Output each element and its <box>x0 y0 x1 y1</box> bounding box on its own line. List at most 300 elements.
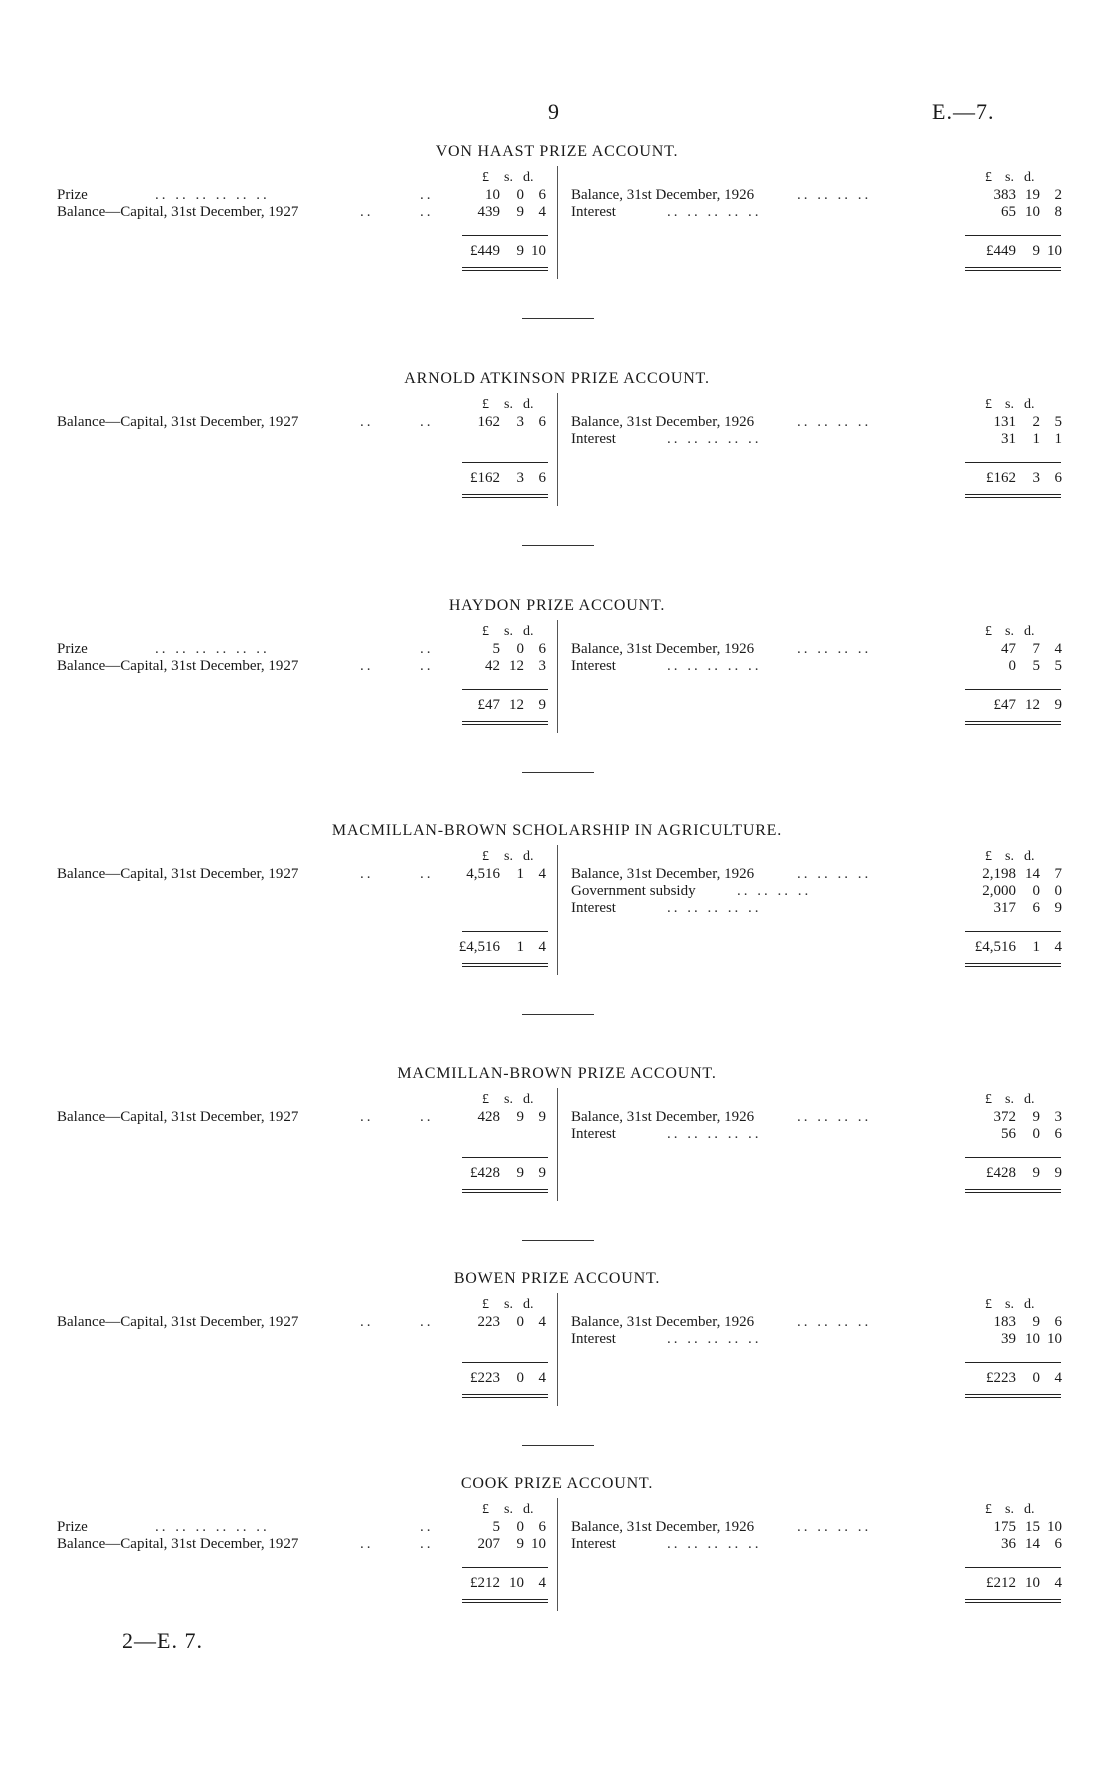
account-title: ARNOLD ATKINSON PRIZE ACCOUNT. <box>404 370 710 387</box>
column-divider <box>557 620 558 733</box>
column-divider <box>557 393 558 506</box>
debit-total-amount-shillings: 9 <box>516 243 524 259</box>
total-rule <box>462 235 548 236</box>
leader-dots: .. .. .. .. .. .. <box>155 187 270 203</box>
debit-amount <box>456 1536 546 1553</box>
credit-amount-pounds: 317 <box>993 900 1016 916</box>
debit-total-amount-pence: 4 <box>538 939 546 955</box>
double-rule <box>462 963 548 964</box>
credit-amount-pence: 4 <box>1054 641 1062 657</box>
debit-amount <box>456 1519 546 1536</box>
leader-dots: .. <box>360 204 374 220</box>
credit-label: Interest <box>571 1331 616 1347</box>
leader-dots: .. .. .. .. .. <box>667 431 762 447</box>
header-shillings: s. <box>504 170 513 185</box>
credit-amount <box>972 1536 1062 1553</box>
debit-total-amount-pounds: £428 <box>470 1165 500 1181</box>
debit-total-amount-shillings: 9 <box>516 1165 524 1181</box>
account-section <box>0 143 1114 343</box>
credit-total-amount-shillings: 1 <box>1032 939 1040 955</box>
debit-amount-pounds: 10 <box>485 187 500 203</box>
leader-dots: .. .. .. .. .. <box>667 1331 762 1347</box>
leader-dots: .. <box>420 641 434 657</box>
debit-total-amount <box>456 470 546 487</box>
header-pound: £ <box>985 1502 992 1517</box>
credit-total-amount-shillings: 10 <box>1025 1575 1040 1591</box>
credit-amount-shillings: 9 <box>1032 1109 1040 1125</box>
header-shillings: s. <box>504 624 513 639</box>
header-shillings: s. <box>1005 1092 1014 1107</box>
debit-amount-shillings: 9 <box>516 1536 524 1552</box>
debit-entry <box>0 414 557 431</box>
leader-dots: .. .. .. .. .. <box>667 204 762 220</box>
credit-amount-shillings: 10 <box>1025 204 1040 220</box>
header-pence: d. <box>1024 849 1035 864</box>
credit-amount-pence: 5 <box>1054 414 1062 430</box>
header-shillings: s. <box>1005 849 1014 864</box>
header-shillings: s. <box>1005 170 1014 185</box>
credit-amount-pence: 5 <box>1054 658 1062 674</box>
credit-total-amount-shillings: 9 <box>1032 243 1040 259</box>
header-pence: d. <box>523 397 534 412</box>
leader-dots: .. .. .. .. .. <box>667 1536 762 1552</box>
credit-amount-shillings: 0 <box>1032 1126 1040 1142</box>
double-rule <box>965 966 1061 967</box>
header-pence: d. <box>523 1502 534 1517</box>
section-separator <box>522 1014 594 1015</box>
debit-entry <box>0 1314 557 1331</box>
credit-total-amount-pounds: £212 <box>986 1575 1016 1591</box>
credit-total-amount-pence: 4 <box>1054 1370 1062 1386</box>
leader-dots: .. <box>420 1109 434 1125</box>
credit-amount-shillings: 14 <box>1025 1536 1040 1552</box>
credit-label: Interest <box>571 1536 616 1552</box>
double-rule <box>462 1394 548 1395</box>
credit-amount-shillings: 2 <box>1032 414 1040 430</box>
credit-entry <box>557 187 1114 204</box>
header-pence: d. <box>523 849 534 864</box>
credit-total-amount-pence: 4 <box>1054 939 1062 955</box>
credit-amount-shillings: 14 <box>1025 866 1040 882</box>
header-pound: £ <box>985 849 992 864</box>
credit-entry <box>557 883 1114 900</box>
credit-entry <box>557 641 1114 658</box>
header-shillings: s. <box>504 849 513 864</box>
double-rule <box>965 963 1061 964</box>
double-rule <box>965 1394 1061 1395</box>
total-rule <box>462 1362 548 1363</box>
credit-amount <box>972 187 1062 204</box>
header-pence: d. <box>1024 1502 1035 1517</box>
credit-label: Interest <box>571 204 616 220</box>
debit-amount-shillings: 3 <box>516 414 524 430</box>
credit-entry <box>557 1519 1114 1536</box>
debit-amount <box>456 187 546 204</box>
credit-label: Interest <box>571 431 616 447</box>
credit-amount-shillings: 0 <box>1032 883 1040 899</box>
double-rule <box>965 724 1061 725</box>
credit-label: Interest <box>571 1126 616 1142</box>
header-pence: d. <box>523 1297 534 1312</box>
debit-amount-pence: 10 <box>531 1536 546 1552</box>
debit-label: Balance—Capital, 31st December, 1927 <box>57 1536 299 1552</box>
credit-amount-shillings: 6 <box>1032 900 1040 916</box>
debit-amount-pence: 3 <box>538 658 546 674</box>
credit-amount <box>972 204 1062 221</box>
debit-amount-pounds: 223 <box>477 1314 500 1330</box>
debit-total-amount-pence: 9 <box>538 697 546 713</box>
account-title: BOWEN PRIZE ACCOUNT. <box>453 1270 661 1287</box>
debit-label: Balance—Capital, 31st December, 1927 <box>57 204 299 220</box>
account-section <box>0 597 1114 797</box>
section-separator <box>522 545 594 546</box>
debit-amount-pence: 6 <box>538 1519 546 1535</box>
debit-entry <box>0 1519 557 1536</box>
debit-amount <box>456 866 546 883</box>
debit-amount-shillings: 0 <box>516 641 524 657</box>
debit-total-amount-pounds: £4,516 <box>458 939 500 955</box>
credit-amount <box>972 1314 1062 1331</box>
total-rule <box>462 462 548 463</box>
debit-label: Balance—Capital, 31st December, 1927 <box>57 658 299 674</box>
credit-label: Balance, 31st December, 1926 <box>571 1314 755 1330</box>
leader-dots: .. .. .. .. .. .. <box>155 641 270 657</box>
credit-amount-pounds: 65 <box>1001 204 1016 220</box>
debit-entry <box>0 1536 557 1553</box>
header-pence: d. <box>1024 170 1035 185</box>
debit-total-amount <box>456 1165 546 1182</box>
debit-total-amount-pounds: £47 <box>477 697 500 713</box>
credit-amount-pounds: 2,000 <box>982 883 1016 899</box>
credit-amount-pounds: 31 <box>1001 431 1016 447</box>
leader-dots: .. .. .. .. <box>797 641 872 657</box>
leader-dots: .. <box>360 658 374 674</box>
leader-dots: .. <box>420 1519 434 1535</box>
debit-amount-shillings: 9 <box>516 204 524 220</box>
double-rule <box>462 966 548 967</box>
total-rule <box>462 1567 548 1568</box>
credit-total-amount-pence: 9 <box>1054 1165 1062 1181</box>
leader-dots: .. <box>360 1536 374 1552</box>
debit-amount-shillings: 9 <box>516 1109 524 1125</box>
total-rule <box>462 931 548 932</box>
debit-amount-pence: 6 <box>538 187 546 203</box>
header-pound: £ <box>985 624 992 639</box>
credit-label: Balance, 31st December, 1926 <box>571 1109 755 1125</box>
debit-label: Balance—Capital, 31st December, 1927 <box>57 1109 299 1125</box>
header-pence: d. <box>1024 1297 1035 1312</box>
double-rule <box>462 721 548 722</box>
credit-entry <box>557 900 1114 917</box>
debit-total-amount-shillings: 0 <box>516 1370 524 1386</box>
total-rule <box>965 931 1061 932</box>
double-rule <box>462 724 548 725</box>
footer-reference: 2—E. 7. <box>122 1628 203 1653</box>
header-shillings: s. <box>504 1092 513 1107</box>
leader-dots: .. <box>420 414 434 430</box>
header-pound: £ <box>482 1502 489 1517</box>
double-rule <box>462 1189 548 1190</box>
credit-amount-pounds: 183 <box>993 1314 1016 1330</box>
header-pence: d. <box>523 624 534 639</box>
credit-amount-pounds: 56 <box>1001 1126 1016 1142</box>
page-number: 9 <box>548 99 559 124</box>
debit-entry <box>0 658 557 675</box>
account-section <box>0 370 1114 570</box>
credit-label: Balance, 31st December, 1926 <box>571 414 755 430</box>
leader-dots: .. <box>420 1536 434 1552</box>
leader-dots: .. .. .. .. <box>737 883 812 899</box>
debit-total-amount-pounds: £162 <box>470 470 500 486</box>
credit-total-amount-pounds: £428 <box>986 1165 1016 1181</box>
debit-total-amount-pence: 4 <box>538 1575 546 1591</box>
leader-dots: .. <box>360 1109 374 1125</box>
double-rule <box>965 721 1061 722</box>
column-divider <box>557 166 558 279</box>
credit-amount-pounds: 372 <box>993 1109 1016 1125</box>
credit-amount-pence: 1 <box>1054 431 1062 447</box>
double-rule <box>965 497 1061 498</box>
credit-amount-pounds: 47 <box>1001 641 1016 657</box>
credit-amount-pounds: 2,198 <box>982 866 1016 882</box>
debit-label: Prize <box>57 1519 88 1535</box>
header-pence: d. <box>523 170 534 185</box>
credit-total-amount-pence: 4 <box>1054 1575 1062 1591</box>
credit-label: Balance, 31st December, 1926 <box>571 1519 755 1535</box>
debit-amount-shillings: 0 <box>516 1519 524 1535</box>
debit-total-amount-pence: 4 <box>538 1370 546 1386</box>
leader-dots: .. <box>360 1314 374 1330</box>
credit-label: Government subsidy <box>571 883 696 899</box>
credit-amount-shillings: 5 <box>1032 658 1040 674</box>
credit-amount-pounds: 36 <box>1001 1536 1016 1552</box>
page-reference: E.—7. <box>932 99 995 124</box>
account-title: MACMILLAN-BROWN PRIZE ACCOUNT. <box>397 1065 717 1082</box>
account-title: VON HAAST PRIZE ACCOUNT. <box>435 143 679 160</box>
credit-label: Balance, 31st December, 1926 <box>571 187 755 203</box>
credit-amount-pence: 10 <box>1047 1519 1062 1535</box>
account-section <box>0 1270 1114 1470</box>
credit-total-amount-pence: 6 <box>1054 470 1062 486</box>
account-title: HAYDON PRIZE ACCOUNT. <box>448 597 666 614</box>
double-rule <box>965 1192 1061 1193</box>
account-section <box>0 1065 1114 1265</box>
debit-amount-shillings: 0 <box>516 187 524 203</box>
debit-amount-pounds: 5 <box>492 641 500 657</box>
credit-total-amount <box>972 1575 1062 1592</box>
double-rule <box>462 1602 548 1603</box>
debit-amount-shillings: 1 <box>516 866 524 882</box>
header-pence: d. <box>1024 1092 1035 1107</box>
debit-amount <box>456 658 546 675</box>
credit-amount-pounds: 0 <box>1008 658 1016 674</box>
credit-amount <box>972 658 1062 675</box>
leader-dots: .. .. .. .. .. <box>667 900 762 916</box>
credit-entry <box>557 1126 1114 1143</box>
leader-dots: .. .. .. .. .. <box>667 1126 762 1142</box>
total-rule <box>965 235 1061 236</box>
credit-amount-pounds: 383 <box>993 187 1016 203</box>
leader-dots: .. <box>420 1314 434 1330</box>
leader-dots: .. .. .. .. <box>797 1314 872 1330</box>
double-rule <box>462 494 548 495</box>
credit-total-amount <box>972 1370 1062 1387</box>
debit-total-amount-pence: 9 <box>538 1165 546 1181</box>
debit-total-amount-pounds: £449 <box>470 243 500 259</box>
header-pound: £ <box>985 1092 992 1107</box>
credit-total-amount <box>972 243 1062 260</box>
debit-amount-pounds: 207 <box>477 1536 500 1552</box>
debit-amount-pounds: 439 <box>477 204 500 220</box>
credit-total-amount <box>972 1165 1062 1182</box>
credit-total-amount-pounds: £4,516 <box>974 939 1016 955</box>
debit-total-amount <box>456 1370 546 1387</box>
debit-amount <box>456 1109 546 1126</box>
debit-total-amount <box>456 1575 546 1592</box>
leader-dots: .. .. .. .. .. <box>667 658 762 674</box>
debit-total-amount-shillings: 1 <box>516 939 524 955</box>
credit-amount-shillings: 15 <box>1025 1519 1040 1535</box>
credit-amount-shillings: 7 <box>1032 641 1040 657</box>
credit-amount-pence: 10 <box>1047 1331 1062 1347</box>
total-rule <box>965 1362 1061 1363</box>
debit-entry <box>0 1109 557 1126</box>
credit-amount-pence: 3 <box>1054 1109 1062 1125</box>
debit-amount-pounds: 42 <box>485 658 500 674</box>
credit-amount-pounds: 39 <box>1001 1331 1016 1347</box>
header-pence: d. <box>1024 624 1035 639</box>
double-rule <box>462 1599 548 1600</box>
debit-total-amount <box>456 243 546 260</box>
credit-amount-pence: 6 <box>1054 1536 1062 1552</box>
leader-dots: .. .. .. .. <box>797 1109 872 1125</box>
debit-total-amount <box>456 939 546 956</box>
leader-dots: .. .. .. .. .. .. <box>155 1519 270 1535</box>
credit-amount <box>972 641 1062 658</box>
debit-amount-pence: 4 <box>538 866 546 882</box>
credit-entry <box>557 204 1114 221</box>
double-rule <box>462 267 548 268</box>
column-divider <box>557 1293 558 1406</box>
credit-entry <box>557 1109 1114 1126</box>
credit-total-amount-shillings: 9 <box>1032 1165 1040 1181</box>
double-rule <box>965 270 1061 271</box>
credit-amount-shillings: 9 <box>1032 1314 1040 1330</box>
credit-entry <box>557 866 1114 883</box>
credit-amount-pence: 0 <box>1054 883 1062 899</box>
debit-label: Balance—Capital, 31st December, 1927 <box>57 414 299 430</box>
credit-amount <box>972 414 1062 431</box>
credit-amount-shillings: 10 <box>1025 1331 1040 1347</box>
double-rule <box>462 1397 548 1398</box>
credit-total-amount-shillings: 0 <box>1032 1370 1040 1386</box>
credit-label: Interest <box>571 900 616 916</box>
total-rule <box>462 1157 548 1158</box>
debit-total-amount-shillings: 3 <box>516 470 524 486</box>
debit-amount-shillings: 0 <box>516 1314 524 1330</box>
credit-total-amount-shillings: 12 <box>1025 697 1040 713</box>
debit-amount <box>456 641 546 658</box>
credit-amount-pence: 8 <box>1054 204 1062 220</box>
credit-total-amount-pounds: £223 <box>986 1370 1016 1386</box>
credit-label: Balance, 31st December, 1926 <box>571 866 755 882</box>
header-shillings: s. <box>504 1297 513 1312</box>
double-rule <box>965 1397 1061 1398</box>
header-shillings: s. <box>504 1502 513 1517</box>
double-rule <box>462 497 548 498</box>
header-pound: £ <box>482 849 489 864</box>
debit-amount-pence: 4 <box>538 1314 546 1330</box>
debit-amount-pounds: 4,516 <box>466 866 500 882</box>
leader-dots: .. .. .. .. <box>797 866 872 882</box>
credit-amount <box>972 1126 1062 1143</box>
credit-total-amount-pounds: £162 <box>986 470 1016 486</box>
credit-entry <box>557 1536 1114 1553</box>
debit-amount-pence: 4 <box>538 204 546 220</box>
leader-dots: .. <box>420 204 434 220</box>
leader-dots: .. <box>360 866 374 882</box>
section-separator <box>522 1445 594 1446</box>
debit-total-amount-shillings: 10 <box>509 1575 524 1591</box>
credit-amount-pence: 6 <box>1054 1126 1062 1142</box>
debit-total-amount-pounds: £223 <box>470 1370 500 1386</box>
debit-amount-shillings: 12 <box>509 658 524 674</box>
debit-total-amount <box>456 697 546 714</box>
debit-label: Prize <box>57 187 88 203</box>
debit-entry <box>0 187 557 204</box>
debit-label: Balance—Capital, 31st December, 1927 <box>57 1314 299 1330</box>
credit-amount <box>972 866 1062 883</box>
leader-dots: .. <box>420 866 434 882</box>
debit-amount <box>456 1314 546 1331</box>
double-rule <box>965 1599 1061 1600</box>
credit-entry <box>557 1314 1114 1331</box>
header-pence: d. <box>1024 397 1035 412</box>
debit-amount-pounds: 5 <box>492 1519 500 1535</box>
header-pound: £ <box>482 170 489 185</box>
debit-total-amount-pounds: £212 <box>470 1575 500 1591</box>
debit-amount-pence: 6 <box>538 641 546 657</box>
section-separator <box>522 1240 594 1241</box>
debit-amount-pence: 9 <box>538 1109 546 1125</box>
debit-amount <box>456 204 546 221</box>
header-pound: £ <box>482 397 489 412</box>
total-rule <box>965 1157 1061 1158</box>
credit-amount-pence: 2 <box>1054 187 1062 203</box>
credit-amount <box>972 1109 1062 1126</box>
header-shillings: s. <box>1005 1297 1014 1312</box>
double-rule <box>965 267 1061 268</box>
total-rule <box>965 462 1061 463</box>
credit-amount-pounds: 131 <box>993 414 1016 430</box>
credit-amount <box>972 1519 1062 1536</box>
credit-total-amount-pounds: £47 <box>993 697 1016 713</box>
header-pound: £ <box>985 1297 992 1312</box>
debit-amount-pence: 6 <box>538 414 546 430</box>
header-shillings: s. <box>1005 397 1014 412</box>
leader-dots: .. <box>420 658 434 674</box>
double-rule <box>965 1189 1061 1190</box>
account-title: COOK PRIZE ACCOUNT. <box>460 1475 654 1492</box>
header-pound: £ <box>985 170 992 185</box>
debit-total-amount-pence: 10 <box>531 243 546 259</box>
credit-total-amount-pence: 10 <box>1047 243 1062 259</box>
credit-entry <box>557 431 1114 448</box>
debit-entry <box>0 641 557 658</box>
credit-amount-pounds: 175 <box>993 1519 1016 1535</box>
double-rule <box>965 1602 1061 1603</box>
credit-label: Balance, 31st December, 1926 <box>571 641 755 657</box>
